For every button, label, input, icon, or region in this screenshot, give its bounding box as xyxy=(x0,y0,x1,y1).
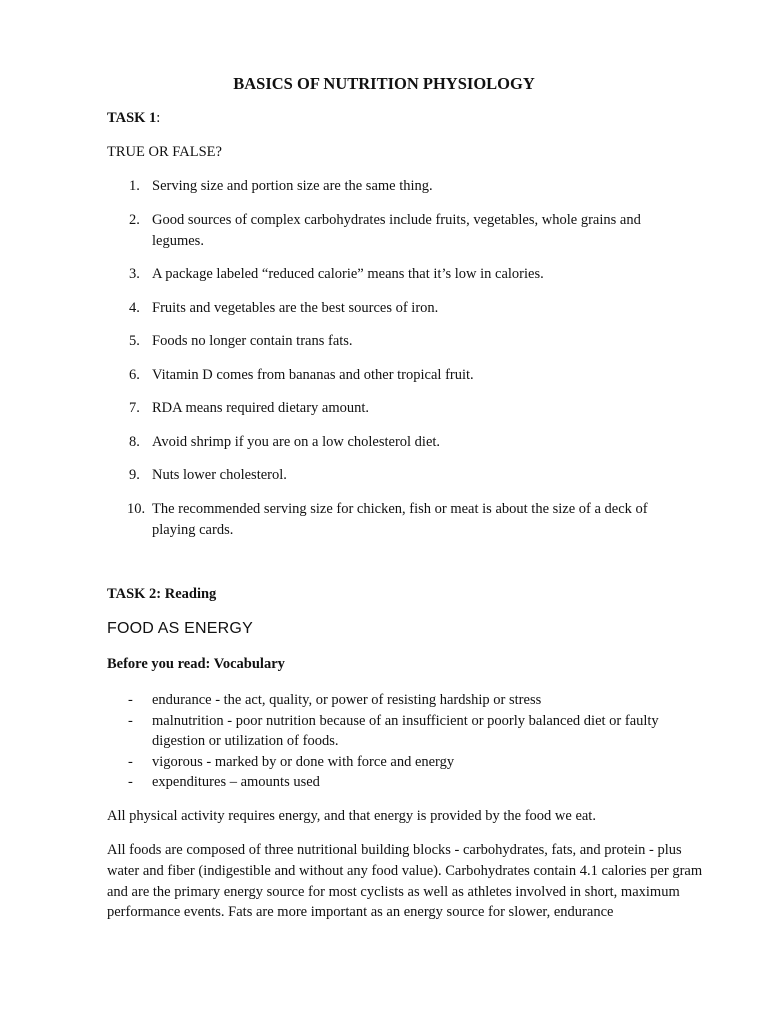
vocabulary-text: expenditures – amounts used xyxy=(152,774,320,790)
vocabulary-text: endurance - the act, quality, or power of resisting hardship or stress xyxy=(152,692,542,708)
question-number: 2. xyxy=(129,211,140,228)
question-number: 10. xyxy=(127,500,146,517)
vocabulary-list xyxy=(107,690,697,793)
vocabulary-item xyxy=(107,690,697,711)
question-text: The recommended serving size for chicken, fish or meat is about the size of a deck of playing cards. xyxy=(152,500,648,538)
question-number: 4. xyxy=(129,299,140,316)
question-number: 3. xyxy=(129,266,140,282)
question-number: 6. xyxy=(129,366,140,383)
question-item xyxy=(107,432,687,453)
true-false-heading: TRUE OR FALSE? xyxy=(107,144,222,160)
question-item xyxy=(107,210,687,252)
vocabulary-text: vigorous - marked by or done with force and energy xyxy=(152,753,455,770)
question-item xyxy=(107,465,687,486)
task1-label: TASK 1 xyxy=(107,110,157,126)
vocabulary-item xyxy=(107,752,697,773)
document-title: BASICS OF NUTRITION PHYSIOLOGY xyxy=(233,74,535,93)
question-text: A package labeled “reduced calorie” means that it’s low in calories. xyxy=(152,266,544,282)
question-text: Avoid shrimp if you are on a low cholesterol diet. xyxy=(152,433,441,450)
question-item xyxy=(107,499,687,541)
body-paragraph: All foods are composed of three nutritional building blocks - carbohydrates, fats, and protein - plus water and fiber (indigestible and without any food value). Carbohydrates contain 4.1 calories per gram and are the primary energy source for most cyclists as well as athletes involved in short, maximum performance events. Fats are more important as an energy source for slower, endurance xyxy=(107,842,703,921)
question-number: 8. xyxy=(129,433,140,450)
list-dash: - xyxy=(128,753,133,770)
task1-heading xyxy=(107,110,160,127)
question-text: Fruits and vegetables are the best sources of iron. xyxy=(152,299,439,316)
question-item xyxy=(107,264,687,285)
vocabulary-text: malnutrition - poor nutrition because of an insufficient or poorly balanced diet or faulty digestion or utilization of foods. xyxy=(152,712,659,749)
question-number: 7. xyxy=(129,400,140,416)
question-text: Vitamin D comes from bananas and other tropical fruit. xyxy=(152,366,474,383)
question-item xyxy=(107,398,687,419)
list-dash: - xyxy=(128,692,133,708)
list-dash: - xyxy=(128,712,133,729)
body-paragraph: All physical activity requires energy, and that energy is provided by the food we eat. xyxy=(107,808,596,824)
question-text: Good sources of complex carbohydrates include fruits, vegetables, whole grains and legumes. xyxy=(152,211,641,249)
question-item xyxy=(107,176,687,197)
question-text: RDA means required dietary amount. xyxy=(152,400,370,416)
vocabulary-item xyxy=(107,772,697,793)
question-text: Foods no longer contain trans fats. xyxy=(152,333,353,349)
section-title: FOOD AS ENERGY xyxy=(107,620,253,637)
task1-colon: : xyxy=(156,110,161,126)
vocabulary-item xyxy=(107,711,697,752)
question-item xyxy=(107,331,687,352)
question-item xyxy=(107,298,687,319)
question-item xyxy=(107,365,687,386)
task2-heading: TASK 2: Reading xyxy=(107,586,217,602)
vocabulary-heading: Before you read: Vocabulary xyxy=(107,656,285,672)
question-list xyxy=(107,176,687,553)
question-text: Serving size and portion size are the same thing. xyxy=(152,178,433,194)
list-dash: - xyxy=(128,774,133,790)
question-number: 1. xyxy=(129,178,140,194)
question-text: Nuts lower cholesterol. xyxy=(152,467,287,483)
question-number: 9. xyxy=(129,467,140,483)
question-number: 5. xyxy=(129,333,140,349)
